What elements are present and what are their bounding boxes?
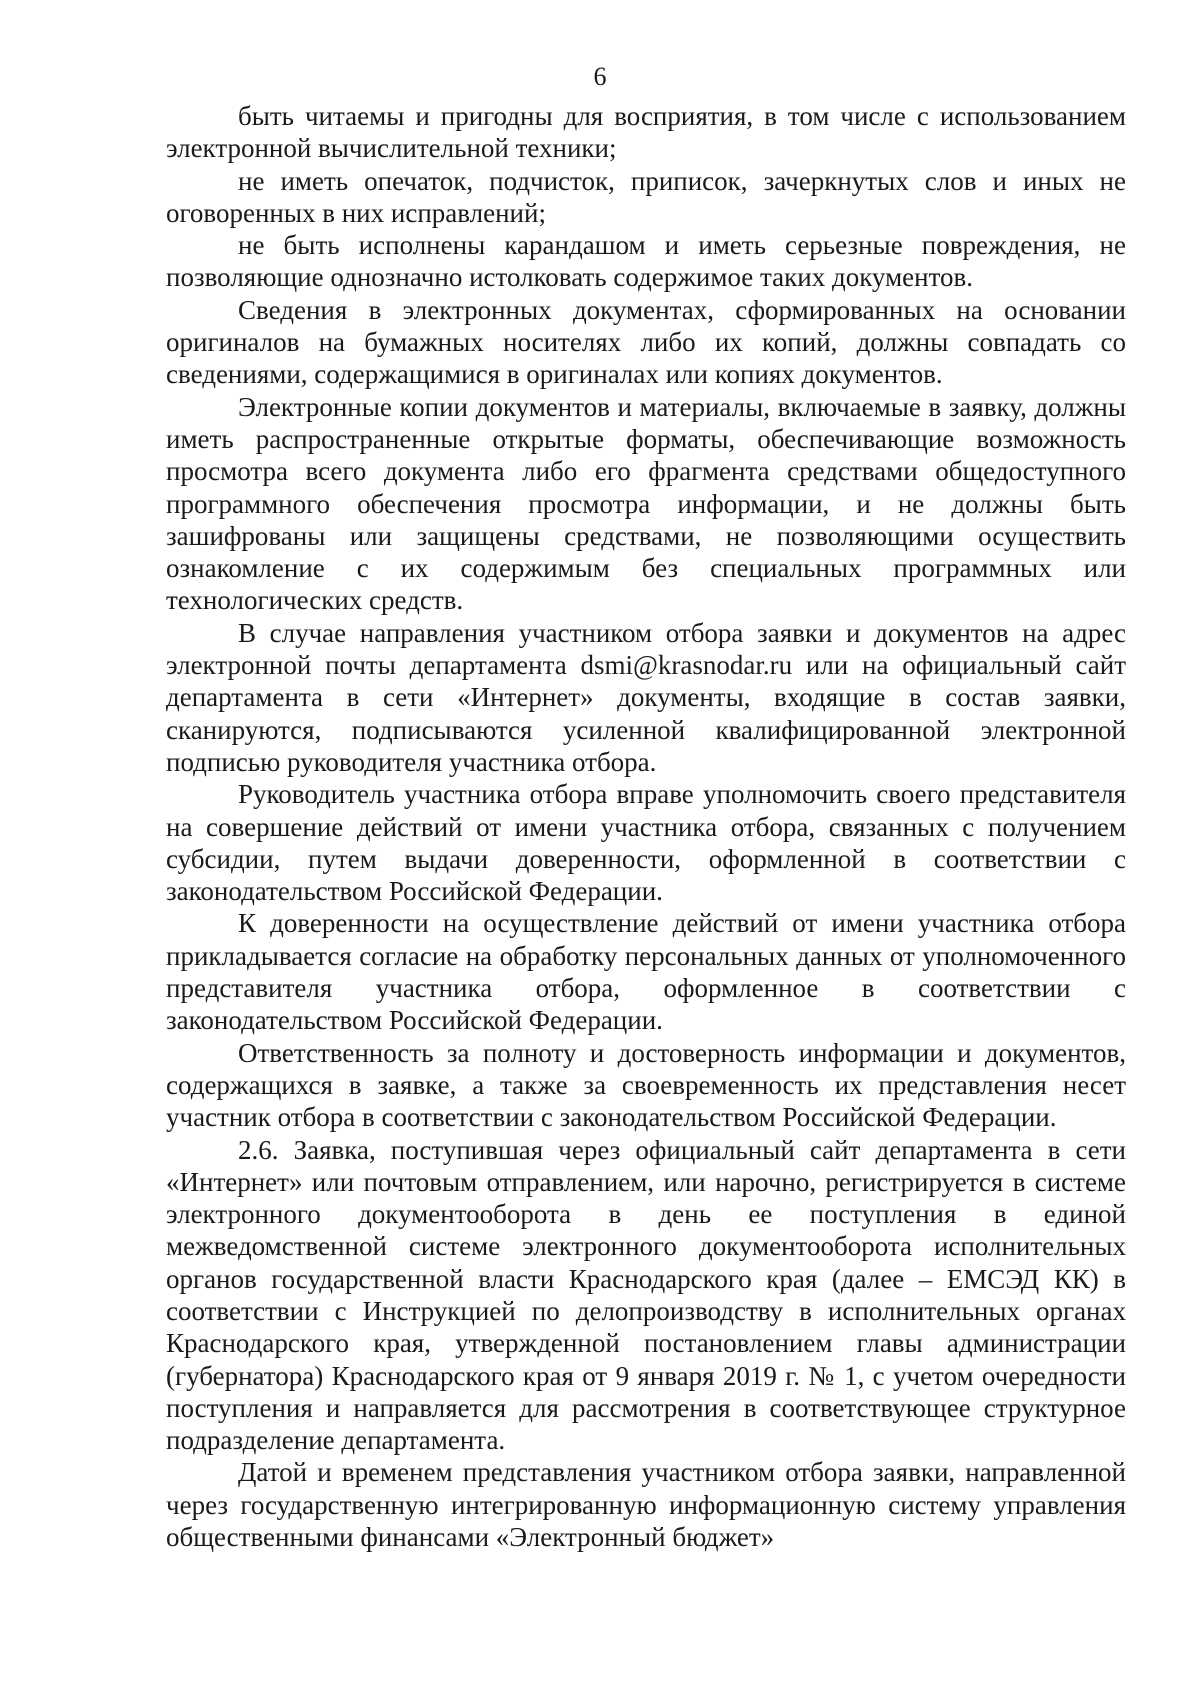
paragraph-electronic-copies: Электронные копии документов и материалы, включаемые в заявку, должны иметь распространенные открытые форматы, обеспечивающие возможность просмотра всего документа либо его фрагмента средствами общедоступного программного обеспечения просмотра информации, и не должны быть зашифрованы или защищены средствами, не позволяющими осуществить ознакомление с их содержимым без специальных программных или технологических средств. — [166, 391, 1126, 616]
paragraph-electronic-documents: Сведения в электронных документах, сформированных на основании оригиналов на бумажных носителях либо их копий, должны совпадать со сведениями, содержащимися в оригиналах или копиях документов. — [166, 294, 1126, 390]
paragraph-no-typos: не иметь опечаток, подчисток, приписок, зачеркнутых слов и иных не оговоренных в них исправлений; — [166, 165, 1126, 228]
paragraph-readability: быть читаемы и пригодны для восприятия, в том числе с использованием электронной вычислительной техники; — [166, 101, 1126, 164]
page-number: 6 — [593, 62, 607, 91]
paragraph-representative: Руководитель участника отбора вправе уполномочить своего представителя на совершение действий от имени участника отбора, связанных с получением субсидии, путем выдачи доверенности, оформленной в соответствии с законодательством Российской Федерации. — [166, 779, 1126, 907]
document-body — [166, 100, 1126, 1553]
paragraph-email-submission: В случае направления участником отбора заявки и документов на адрес электронной почты департамента dsmi@krasnodar.ru или на официальный сайт департамента в сети «Интернет» документы, входящие в состав заявки, сканируются, подписываются усиленной квалифицированной электронной подписью руководителя участника отбора. — [166, 617, 1126, 777]
paragraph-section-2-6: 2.6. Заявка, поступившая через официальный сайт департамента в сети «Интернет» или почтовым отправлением, или нарочно, регистрируется в системе электронного документооборота в день ее поступления в единой межведомственной системе электронного документооборота исполнительных органов государственной власти Краснодарского края (далее – ЕМСЭД КК) в соответствии с Инструкцией по делопроизводству в исполнительных органах Краснодарского края, утвержденной постановлением главы администрации (губернатора) Краснодарского края от 9 января 2019 г. № 1, с учетом очередности поступления и направляется для рассмотрения в соответствующее структурное подразделение департамента. — [166, 1134, 1126, 1456]
paragraph-power-of-attorney: К доверенности на осуществление действий от имени участника отбора прикладывается согласие на обработку персональных данных от уполномоченного представителя участника отбора, оформленное в соответствии с законодательством Российской Федерации. — [166, 908, 1126, 1036]
paragraph-submission-date: Датой и временем представления участником отбора заявки, направленной через государственную интегрированную информационную систему управления общественными финансами «Электронный бюджет» — [166, 1457, 1126, 1553]
paragraph-no-pencil: не быть исполнены карандашом и иметь серьезные повреждения, не позволяющие однозначно истолковать содержимое таких документов. — [166, 230, 1126, 293]
paragraph-responsibility: Ответственность за полноту и достоверность информации и документов, содержащихся в заявке, а также за своевременность их представления несет участник отбора в соответствии с законодательством Российской Федерации. — [166, 1037, 1126, 1133]
